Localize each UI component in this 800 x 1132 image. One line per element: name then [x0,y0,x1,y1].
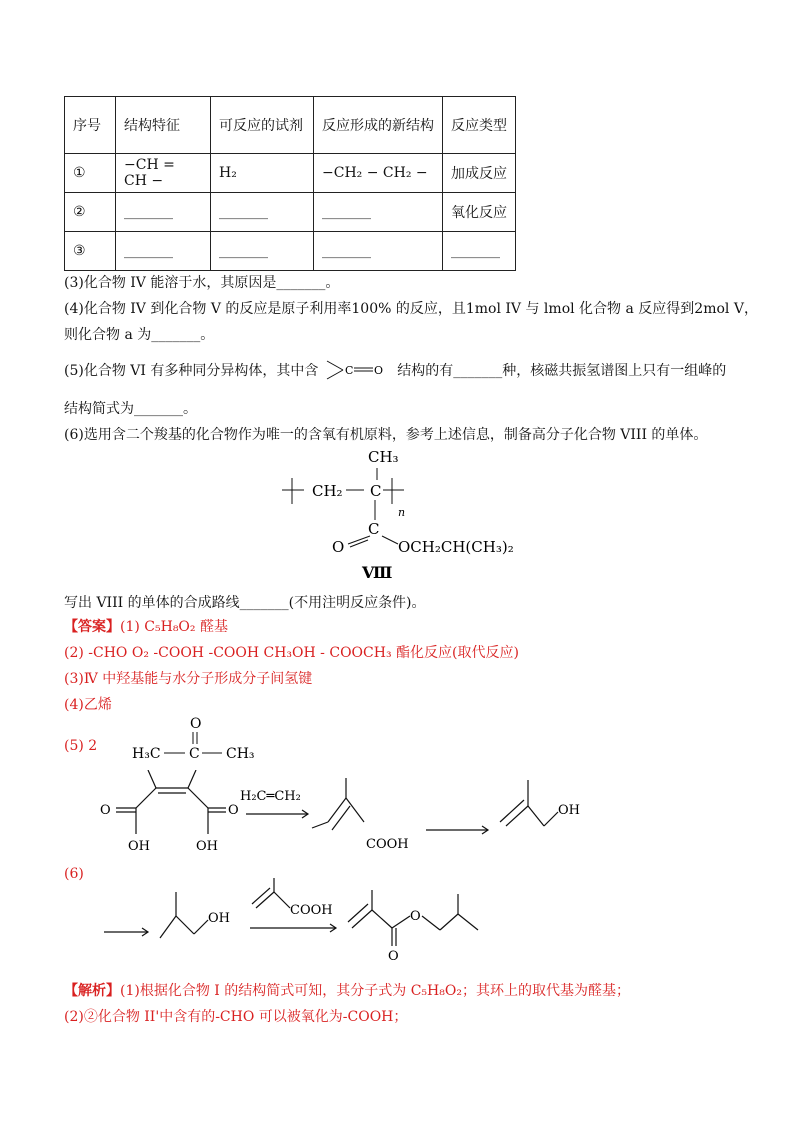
polymer-viii-structure [280,440,560,580]
ethylene-reagent: H₂C═CH₂ [240,789,301,804]
analysis-line-2: (2)②化合物 II'中含有的-CHO 可以被氧化为-COOH； [64,1009,408,1025]
answer-6: (6) [64,866,84,882]
table-cell: 加成反应 [443,154,516,193]
acid-oh-left: OH [128,839,150,854]
table-header-cell: 可反应的试剂 [211,97,314,154]
carbonyl-oxygen: O [332,538,345,556]
answer-4: (4)乙烯 [64,697,112,713]
methallyl-oh: OH [558,803,580,818]
question-4-line2: 则化合物 a 为_______。 [64,327,215,343]
repeat-n: n [398,506,406,519]
acetone-left: H₃C [132,746,161,762]
question-5-pre: (5)化合物 VI 有多种同分异构体，其中含 [64,363,319,379]
acetone-oxygen: O [190,716,202,732]
question-5-post: 结构的有_______种，核磁共振氢谱图上只有一组峰的 [397,363,727,379]
answer-1 [64,616,228,636]
acetone-structure [130,712,270,762]
table-header-row [65,97,516,154]
ester-group: OCH₂CH(CH₃)₂ [398,538,514,556]
table-cell: _______ [443,232,516,271]
reaction-table [64,96,516,271]
compound-viii-label: Ⅷ [362,563,393,580]
table-cell: _______ [314,193,443,232]
acid-o-left: O [100,803,111,818]
table-cell: ① [65,154,116,193]
table-cell: ③ [65,232,116,271]
answer-tag: 【答案】 [64,619,120,635]
acid-oh-right: OH [196,839,218,854]
acid-o-right: O [228,803,239,818]
methacrylic-cooh: COOH [366,837,409,852]
acetone-right: CH₃ [226,746,255,762]
ester-oxygen: O [410,909,421,924]
analysis-1-text: (1)根据化合物 I 的结构简式可知，其分子式为 C₅H₈O₂；其环上的取代基为醛基； [120,983,630,999]
table-cell: −CH = CH − [116,154,211,193]
synthesis-route-row-1 [96,770,596,870]
methyl-label: CH₃ [368,448,399,466]
table-row [65,232,516,271]
table-cell: H₂ [211,154,314,193]
question-6: (6)选用含二个羧基的化合物作为唯一的含氧有机原料，参考上述信息，制备高分子化合物 VIII 的单体。 [64,427,708,443]
table-row [65,154,516,193]
answer-3: (3)Ⅳ 中羟基能与水分子形成分子间氢键 [64,671,313,687]
table-row [65,193,516,232]
carbonyl-o: O [373,364,383,377]
carbonyl-group-icon [323,359,393,381]
table-cell: _______ [211,232,314,271]
table-cell: _______ [211,193,314,232]
table-header-cell: 结构特征 [116,97,211,154]
table-cell: _______ [116,193,211,232]
table-header-cell: 反应类型 [443,97,516,154]
question-5-line1 [64,359,726,381]
ch2-label: CH₂ [312,482,343,500]
answer-5: (5) 2 [64,738,98,754]
table-cell: ② [65,193,116,232]
analysis-line-1 [64,980,630,1000]
answer-1-text: (1) C₅H₈O₂ 醛基 [120,619,228,635]
synthesis-route-row-2 [96,876,516,966]
carbon-label: C [370,482,382,500]
question-5-line2: 结构简式为_______。 [64,401,197,417]
carboxyl-c: C [368,520,380,538]
table-cell: 氧化反应 [443,193,516,232]
table-cell: _______ [314,232,443,271]
question-3: (3)化合物 IV 能溶于水，其原因是_______。 [64,275,340,291]
answer-2: (2) -CHO O₂ -COOH -COOH CH₃OH - COOCH₃ 酯化反应(取代反应) [64,645,519,661]
table-header-cell: 反应形成的新结构 [314,97,443,154]
analysis-tag: 【解析】 [64,983,120,999]
question-4-line1: (4)化合物 IV 到化合物 V 的反应是原子利用率100% 的反应，且1mol IV 与 lmol 化合物 a 反应得到2mol V， [64,301,758,317]
table-cell: −CH₂ − CH₂ − [314,154,443,193]
carbonyl-c: C [344,364,354,377]
acetone-center: C [189,746,200,762]
reagent-cooh: COOH [290,903,333,918]
isobutanol-oh: OH [208,911,230,926]
ester-carbonyl-o: O [388,949,399,964]
question-6-route: 写出 VIII 的单体的合成路线_______(不用注明反应条件)。 [64,595,426,611]
table-header-cell: 序号 [65,97,116,154]
table-cell: _______ [116,232,211,271]
